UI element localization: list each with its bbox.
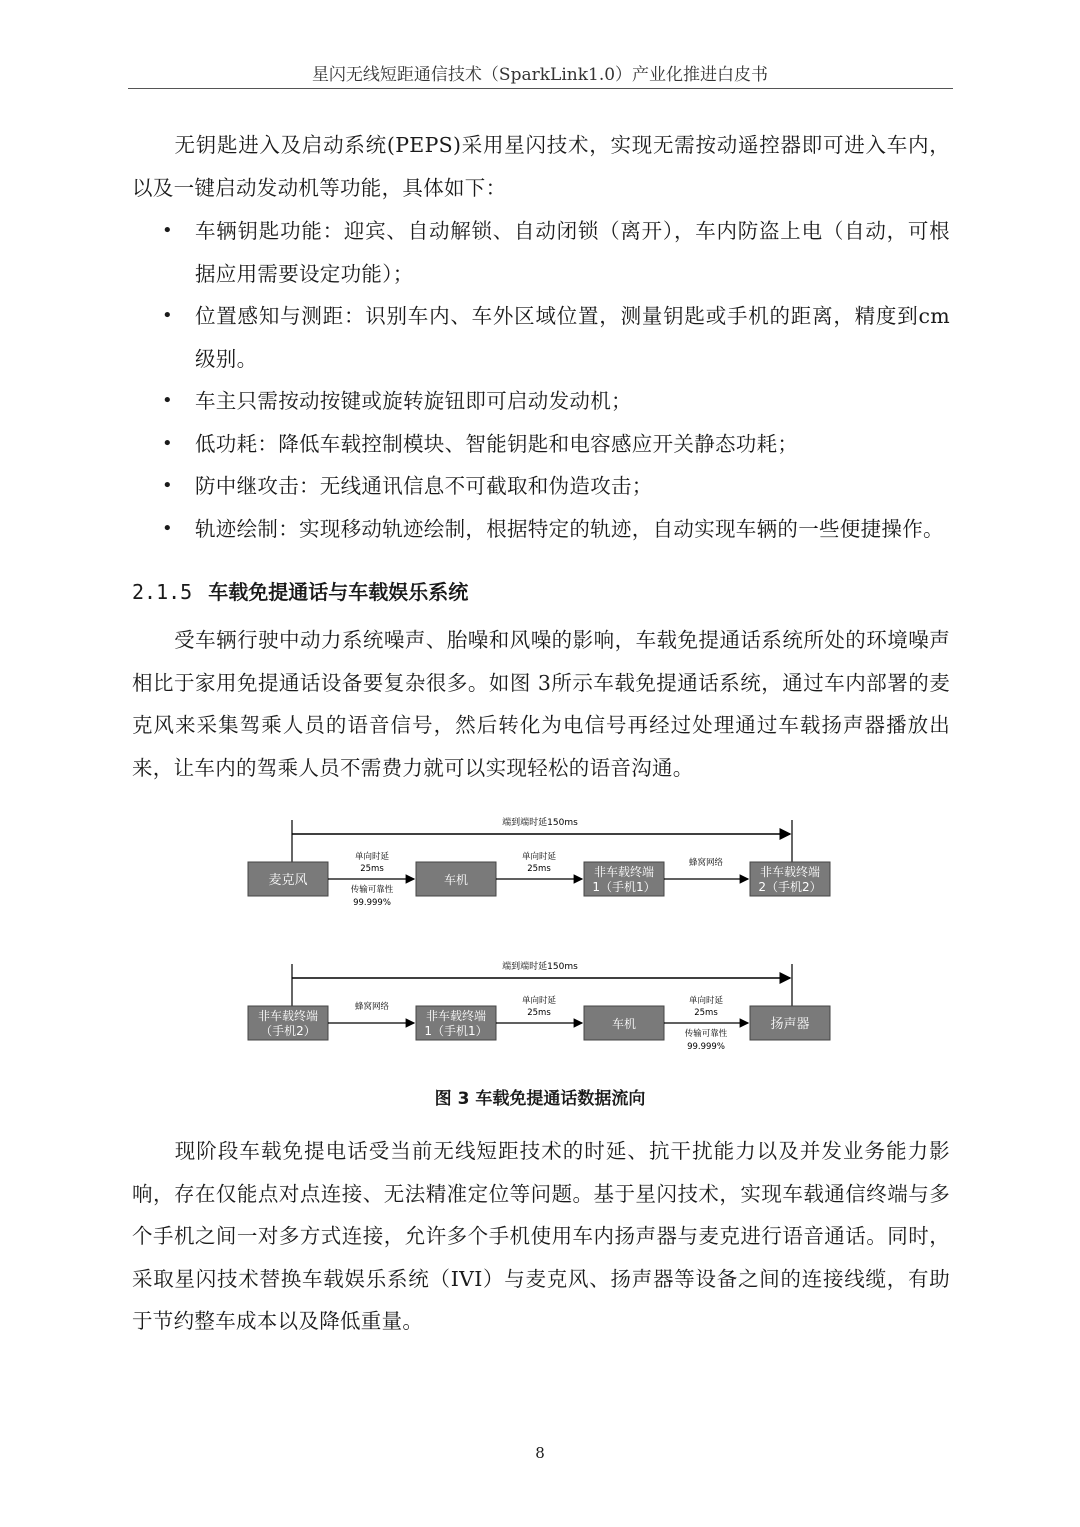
intro-text: 无钥匙进入及启动系统(PEPS)采用星闪技术，实现无需按动遥控器即可进入车内，以及一键启动发动机等功能，具体如下： xyxy=(132,133,950,200)
svg-text:非车载终端: 非车载终端 xyxy=(425,1009,487,1023)
data-flow-diagram xyxy=(240,812,840,1052)
phone2-label-line2: 2（手机2） xyxy=(758,880,822,894)
svg-text:蜂窝网络: 蜂窝网络 xyxy=(354,1002,390,1012)
bullet-icon: • xyxy=(162,305,173,326)
span-label: 端到端时延150ms xyxy=(502,818,578,828)
bullet-icon: • xyxy=(162,390,173,411)
microphone-label: 麦克风 xyxy=(268,873,308,888)
list-item: • 低功耗：降低车载控制模块、智能钥匙和电容感应开关静态功耗； xyxy=(132,423,950,466)
body-paragraph-2: 现阶段车载免提电话受当前无线短距技术的时延、抗干扰能力以及并发业务能力影响，存在仅能点对点连接、无法精准定位等问题。基于星闪技术，实现车载通信终端与多个手机之间一对多方式连接，允许多个手机使用车内扬声器与麦克进行语音通话。同时，采取星闪技术替换车载娱乐系统（IVI）与麦克风、扬声器等设备之间的连接线缆，有助于节约整车成本以及降低重量。 xyxy=(132,1139,950,1333)
list-item: • 位置感知与测距：识别车内、车外区域位置，测量钥匙或手机的距离，精度到cm级别。 xyxy=(132,295,950,380)
figure-caption: 图 3 车载免提通话数据流向 xyxy=(434,1089,646,1109)
bullet-icon: • xyxy=(162,517,173,539)
phone1-label-line2: 1（手机1） xyxy=(592,880,656,894)
svg-text:单向时延: 单向时延 xyxy=(688,996,724,1006)
svg-text:传输可靠性: 传输可靠性 xyxy=(684,1029,728,1039)
list-item: • 车辆钥匙功能：迎宾、自动解锁、自动闭锁（离开），车内防盗上电（自动，可根据应用需要设定功能）； xyxy=(132,210,950,295)
svg-text:99.999%: 99.999% xyxy=(353,898,391,908)
phone2-label-line1: 非车载终端 xyxy=(759,865,821,879)
head-unit-label: 车机 xyxy=(443,873,469,887)
phone1-label-line1: 非车载终端 xyxy=(593,865,655,879)
section-heading xyxy=(132,572,468,612)
list-item: • 轨迹绘制：实现移动轨迹绘制，根据特定的轨迹，自动实现车辆的一些便捷操作。 xyxy=(132,508,950,551)
svg-text:扬声器: 扬声器 xyxy=(770,1017,810,1032)
svg-text:（手机2）: （手机2） xyxy=(260,1024,316,1038)
header-divider xyxy=(128,88,953,89)
downlink-flow xyxy=(248,960,830,1052)
body-paragraph-1: 受车辆行驶中动力系统噪声、胎噪和风噪的影响，车载免提通话系统所处的环境噪声相比于家用免提通话设备要复杂很多。如图 3所示车载免提通话系统，通过车内部署的麦克风来采集驾乘人员的语音信号，然后转化为电信号再经过处理通过车载扬声器播放出来，让车内的驾乘人员不需费力就可以实现轻松的语音沟通。 xyxy=(132,628,950,780)
svg-text:99.999%: 99.999% xyxy=(687,1042,725,1052)
page-number: 8 xyxy=(535,1444,545,1462)
svg-text:单向时延: 单向时延 xyxy=(521,852,557,862)
svg-text:25ms: 25ms xyxy=(527,1008,551,1018)
uplink-flow xyxy=(248,816,830,908)
running-header: 星闪无线短距通信技术（SparkLink1.0）产业化推进白皮书 xyxy=(311,65,769,85)
svg-text:传输可靠性: 传输可靠性 xyxy=(350,885,394,895)
svg-text:单向时延: 单向时延 xyxy=(521,996,557,1006)
bullet-icon: • xyxy=(162,475,173,496)
svg-text:25ms: 25ms xyxy=(527,864,551,874)
svg-text:车机: 车机 xyxy=(611,1017,637,1031)
bullet-icon: • xyxy=(162,432,173,454)
svg-text:25ms: 25ms xyxy=(694,1008,718,1018)
span-label: 端到端时延150ms xyxy=(502,962,578,972)
section-title: 车载免提通话与车载娱乐系统 xyxy=(208,580,469,604)
bullet-icon: • xyxy=(162,220,173,241)
svg-text:1（手机1）: 1（手机1） xyxy=(424,1024,488,1038)
svg-text:单向时延: 单向时延 xyxy=(354,852,390,862)
list-item: • 防中继攻击：无线通讯信息不可截取和伪造攻击； xyxy=(132,465,950,508)
intro-paragraph xyxy=(132,124,950,209)
list-item: • 车主只需按动按键或旋转旋钮即可启动发动机； xyxy=(132,380,950,423)
feature-bullet-list xyxy=(132,210,950,550)
section-number: 2.1.5 xyxy=(132,580,193,604)
svg-text:非车载终端: 非车载终端 xyxy=(257,1009,319,1023)
svg-text:蜂窝网络: 蜂窝网络 xyxy=(688,858,724,868)
svg-text:25ms: 25ms xyxy=(360,864,384,874)
